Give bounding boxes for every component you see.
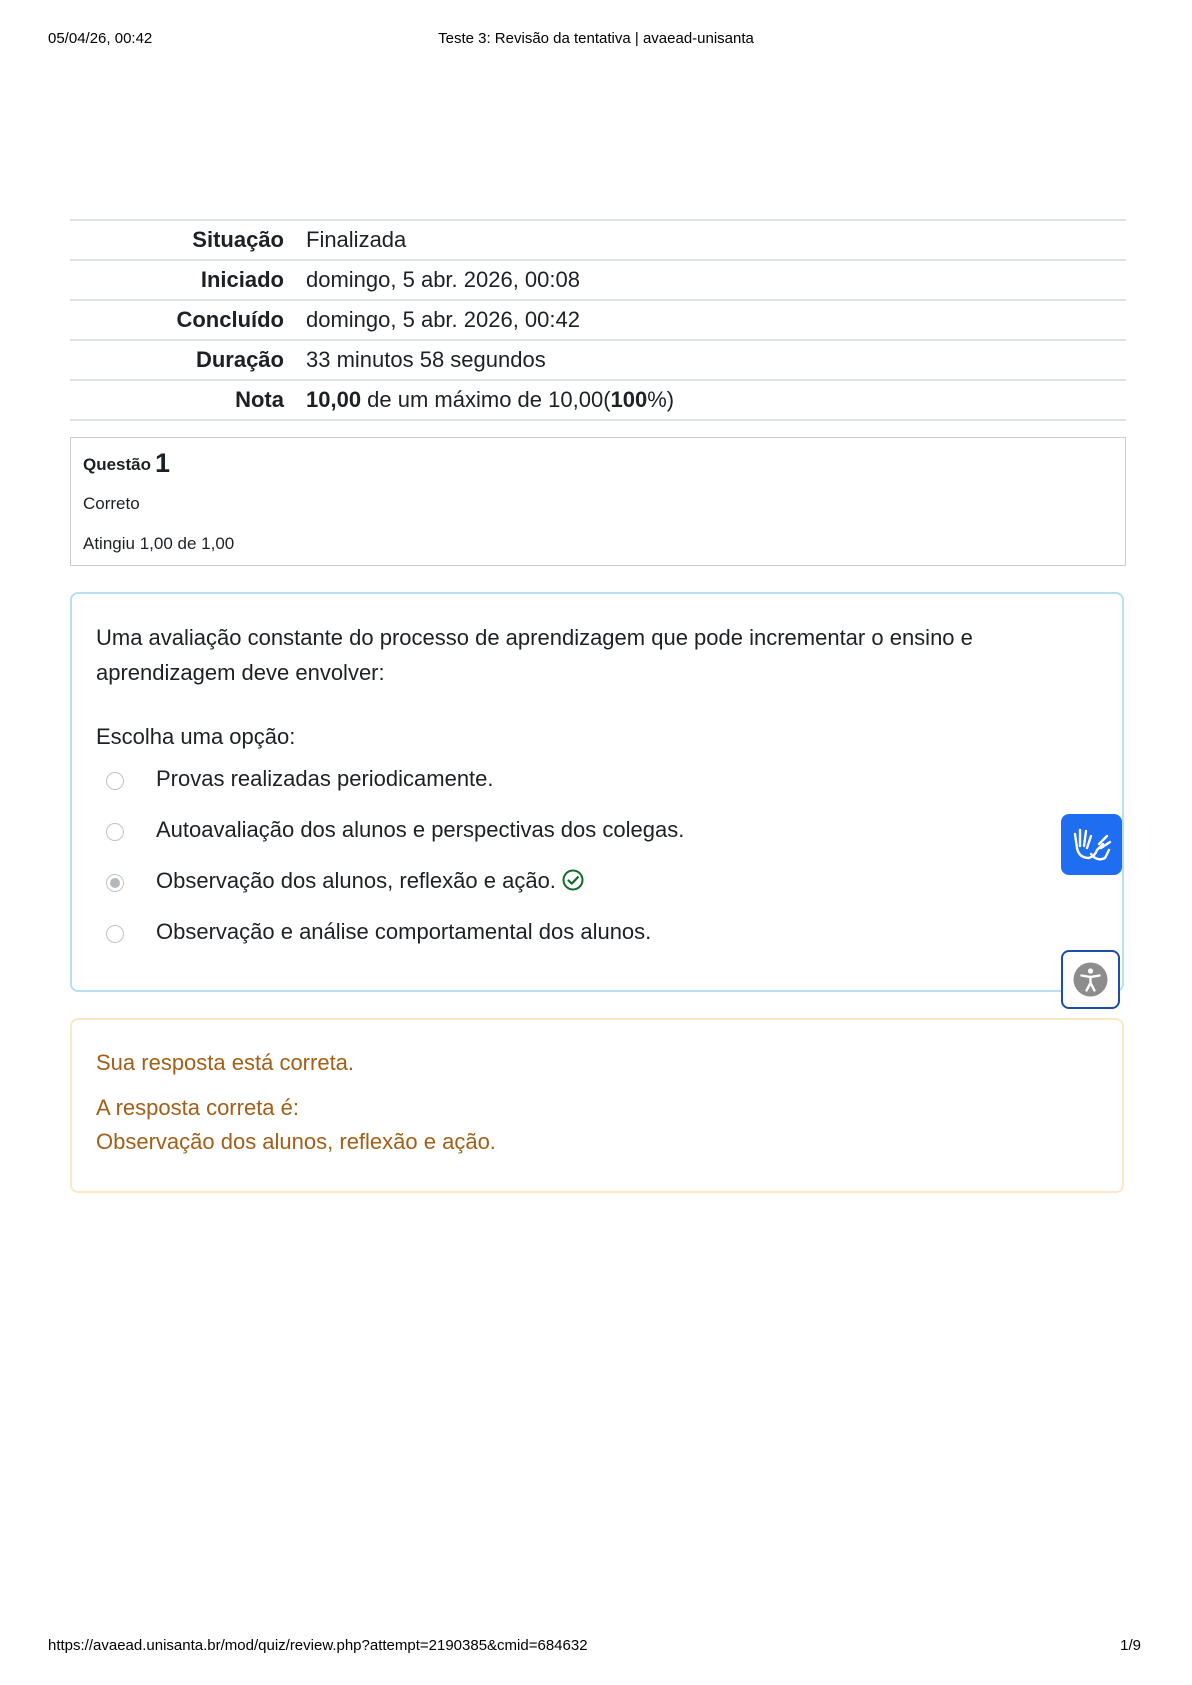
question-label: Questão [83,455,152,474]
radio-button-checked[interactable] [106,874,124,892]
vlibras-sign-language-button[interactable] [1061,814,1122,875]
grade-percent: 100 [610,387,648,412]
summary-row-completed [70,300,1126,340]
correct-answer-text: Observação dos alunos, reflexão e ação. [96,1129,496,1154]
print-page-number: 1/9 [1120,1637,1141,1654]
summary-row-started [70,260,1126,300]
summary-value: 33 minutos 58 segundos [306,347,546,372]
question-text: Uma avaliação constante do processo de aprendizagem que pode incrementar o ensino e aprendizagem deve envolver: [96,625,973,685]
grade-max-text: de um máximo de 10,00( [361,387,611,412]
answer-option-label: Observação e análise comportamental dos alunos. [156,919,652,944]
answer-option-label: Autoavaliação dos alunos e perspectivas dos colegas. [156,817,685,842]
summary-label: Concluído [176,307,284,332]
question-state: Correto [83,494,140,513]
question-info-box [70,437,1126,566]
summary-label: Duração [195,347,284,372]
grade-percent-suffix: %) [647,387,675,412]
question-formulation [70,592,1124,992]
print-footer [48,1637,1144,1657]
grade-value: 10,00 [306,387,362,412]
summary-label: Situação [192,227,284,252]
question-grade: Atingiu 1,00 de 1,00 [83,534,235,553]
sign-language-hands-icon [1061,814,1122,875]
summary-row-status [70,220,1126,260]
summary-row-duration [70,340,1126,380]
summary-value: Finalizada [306,227,407,252]
print-page-title: Teste 3: Revisão da tentativa | avaead-unisanta [438,30,754,47]
summary-label: Iniciado [200,267,284,292]
question-number [83,448,170,479]
feedback-box [70,1018,1124,1193]
radio-button[interactable] [106,772,124,790]
question-number-value: 1 [155,448,171,478]
correct-answer-label: A resposta correta é: [96,1095,299,1120]
accessibility-person-icon [1063,952,1118,1007]
radio-button[interactable] [106,823,124,841]
summary-value: domingo, 5 abr. 2026, 00:42 [306,307,580,332]
print-header [48,30,1144,50]
summary-value: domingo, 5 abr. 2026, 00:08 [306,267,580,292]
summary-label: Nota [235,387,284,412]
accessibility-button[interactable] [1061,950,1120,1009]
print-url: https://avaead.unisanta.br/mod/quiz/review.php?attempt=2190385&cmid=684632 [48,1637,588,1654]
answer-option-label: Provas realizadas periodicamente. [156,766,494,791]
correct-check-icon [562,869,584,897]
summary-value [306,380,1126,420]
print-date: 05/04/26, 00:42 [48,30,153,47]
attempt-summary-table [70,219,1126,421]
answer-option-label: Observação dos alunos, reflexão e ação. [156,868,556,893]
radio-button[interactable] [106,925,124,943]
feedback-result: Sua resposta está correta. [96,1050,355,1075]
choose-option-prompt: Escolha uma opção: [96,724,296,749]
summary-row-grade [70,380,1126,420]
